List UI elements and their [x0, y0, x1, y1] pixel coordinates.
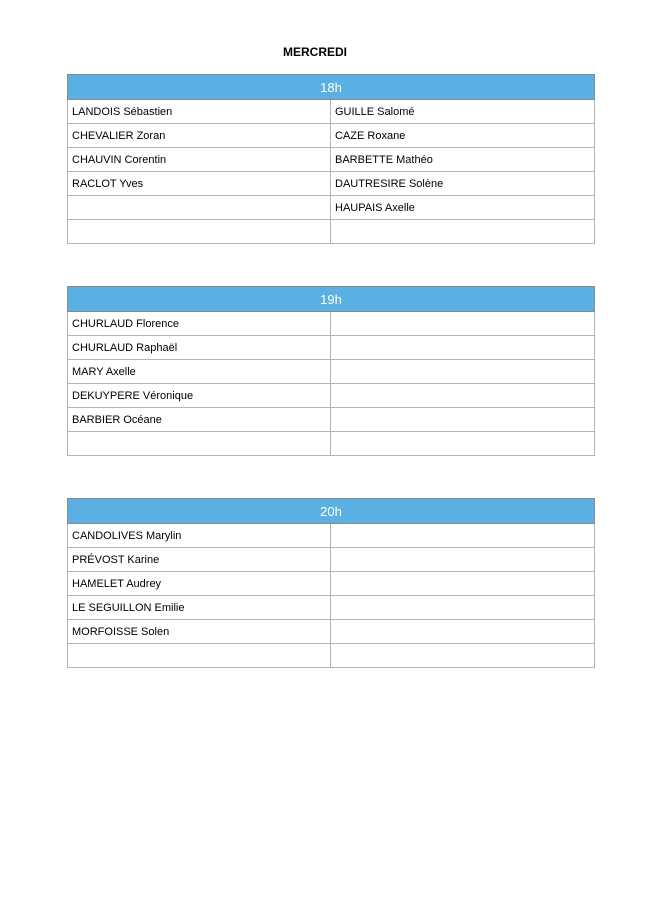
- table-row: [68, 360, 595, 384]
- participant-cell: CAZE Roxane: [331, 124, 595, 148]
- table-row: [68, 336, 595, 360]
- table-row: [68, 596, 595, 620]
- session-table-19h: [67, 286, 595, 456]
- participant-cell: RACLOT Yves: [68, 172, 331, 196]
- table-row: [68, 172, 595, 196]
- participant-cell: [331, 220, 595, 244]
- table-row: [68, 548, 595, 572]
- participant-cell: CHEVALIER Zoran: [68, 124, 331, 148]
- participant-cell: [331, 596, 595, 620]
- participant-cell: CANDOLIVES Marylin: [68, 524, 331, 548]
- participant-cell: BARBETTE Mathéo: [331, 148, 595, 172]
- table-row: [68, 572, 595, 596]
- participant-cell: BARBIER Océane: [68, 408, 331, 432]
- table-row: [68, 312, 595, 336]
- participant-cell: [68, 196, 331, 220]
- participant-cell: PRÉVOST Karine: [68, 548, 331, 572]
- session-table-20h: [67, 498, 595, 668]
- table-row: [68, 524, 595, 548]
- session-time-header: 19h: [68, 287, 595, 312]
- table-row: [68, 384, 595, 408]
- table-row: [68, 432, 595, 456]
- page-title: MERCREDI: [282, 45, 347, 59]
- table-row: [68, 100, 595, 124]
- participant-cell: [331, 432, 595, 456]
- table-row: [68, 148, 595, 172]
- participant-cell: LANDOIS Sébastien: [68, 100, 331, 124]
- participant-cell: [68, 432, 331, 456]
- participant-cell: [331, 312, 595, 336]
- table-row: [68, 644, 595, 668]
- participant-cell: [331, 572, 595, 596]
- table-row: [68, 220, 595, 244]
- table-row: [68, 196, 595, 220]
- participant-cell: HAMELET Audrey: [68, 572, 331, 596]
- participant-cell: [331, 408, 595, 432]
- participant-cell: [331, 620, 595, 644]
- session-time-header: 20h: [68, 499, 595, 524]
- table-row: [68, 124, 595, 148]
- session-table-18h: [67, 74, 595, 244]
- participant-cell: [331, 360, 595, 384]
- participant-cell: [331, 336, 595, 360]
- participant-cell: [331, 384, 595, 408]
- participant-cell: [68, 644, 331, 668]
- participant-cell: CHAUVIN Corentin: [68, 148, 331, 172]
- participant-cell: DEKUYPERE Véronique: [68, 384, 331, 408]
- participant-cell: CHURLAUD Florence: [68, 312, 331, 336]
- table-row: [68, 408, 595, 432]
- participant-cell: [331, 644, 595, 668]
- session-time-header: 18h: [68, 75, 595, 100]
- participant-cell: GUILLE Salomé: [331, 100, 595, 124]
- participant-cell: CHURLAUD Raphaël: [68, 336, 331, 360]
- participant-cell: MARY Axelle: [68, 360, 331, 384]
- participant-cell: MORFOISSE Solen: [68, 620, 331, 644]
- participant-cell: DAUTRESIRE Solène: [331, 172, 595, 196]
- participant-cell: [331, 548, 595, 572]
- participant-cell: HAUPAIS Axelle: [331, 196, 595, 220]
- participant-cell: [68, 220, 331, 244]
- participant-cell: [331, 524, 595, 548]
- participant-cell: LE SEGUILLON Emilie: [68, 596, 331, 620]
- table-row: [68, 620, 595, 644]
